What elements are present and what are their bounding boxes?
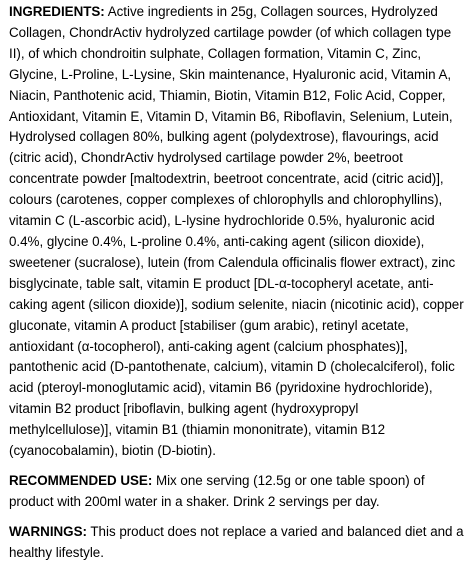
recommended-use-text: Mix one serving (12.5g or one table spoon) of product with 200ml water in a shaker. Drink 2 servings per day. [9, 472, 425, 509]
recommended-use-heading: RECOMMENDED USE: [9, 472, 153, 488]
recommended-use-section [9, 471, 464, 513]
ingredients-text: Active ingredients in 25g, Collagen sources, Hydrolyzed Collagen, ChondrActiv hydrolyzed cartilage powder (of which collagen type II), of which chondroitin sulphate, Collagen formation, Vitamin C, Zinc, Glycine, L-Proline, L-Lysine, Skin maintenance, Hyaluronic acid, Vitamin A, Niacin, Panthotenic acid, Thiamin, Biotin, Vitamin B12, Folic Acid, Copper, Antioxidant, Vitamin E, Vitamin D, Vitamin B6, Riboflavin, Selenium, Lutein, Hydrolysed collagen 80%, bulking agent (polydextrose), flavourings, acid (citric acid), ChondrActiv hydrolysed cartilage powder 2%, beetroot concentrate powder [maltodextrin, beetroot concentrate, acid (citric acid)], colours (carotenes, copper complexes of chlorophylls and chlorophyllins), vitamin C (L-ascorbic acid), L-lysine hydrochloride 0.5%, hyaluronic acid 0.4%, glycine 0.4%, L-proline 0.4%, anti-caking agent (silicon dioxide), sweetener (sucralose), lutein (from Calendula officinalis flower extract), zinc bisglycinate, table salt, vitamin E product [DL-α-tocopheryl acetate, anti-caking agent (silicon dioxide)], sodium selenite, niacin (nicotinic acid), copper gluconate, vitamin A product [stabiliser (gum arabic), retinyl acetate, antioxidant (α-tocopherol), anti-caking agent (calcium phosphates)], pantothenic acid (D-pantothenate, calcium), vitamin D (cholecalciferol), folic acid (pteroyl-monoglutamic acid), vitamin B6 (pyridoxine hydrochloride), vitamin B2 product [riboflavin, bulking agent (hydroxypropyl methylcellulose)], vitamin B1 (thiamin mononitrate), vitamin B12 (cyanocobalamin), biotin (D-biotin). [9, 4, 464, 459]
ingredients-section [9, 2, 464, 462]
warnings-heading: WARNINGS: [9, 523, 87, 539]
warnings-section [9, 522, 464, 564]
ingredients-heading: INGREDIENTS: [9, 4, 105, 19]
warnings-text: This product does not replace a varied and balanced diet and a healthy lifestyle. [9, 523, 464, 560]
